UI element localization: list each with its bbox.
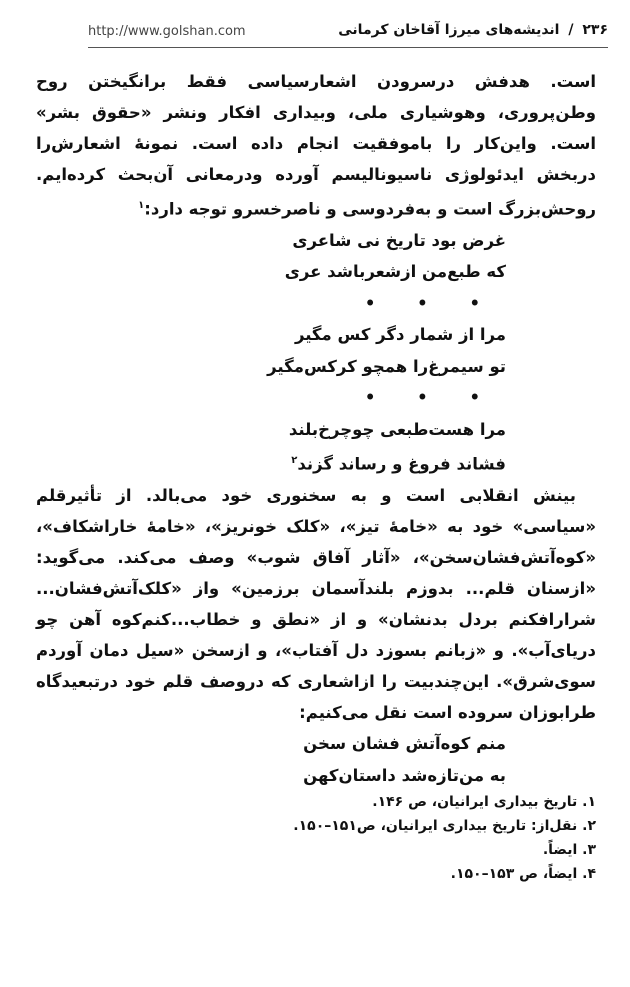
footnote-ref-1: ۱ [138,200,145,211]
verse-separator: • • • [364,293,498,313]
paragraph-2 [36,480,596,728]
verse-line: منم کوه‌آتش فشان سخن [303,734,506,753]
running-header [88,22,608,48]
header-divider [88,47,608,48]
book-title: اندیشه‌های میرزا آقاخان کرمانی [338,22,560,38]
verse-block-2 [36,728,596,791]
verse-line-last [36,445,506,480]
footnote-3: ۳. ایضاً. [542,842,596,858]
footnote-2: ۲. نقل‌از: تاریخ بیداری ایرانیان، ص۱۵۱–۱۵۰. [293,818,596,834]
verse-line-text: فشاند فروغ و رساند گزند [297,454,506,474]
header-title-group [338,22,608,38]
verse-block-1 [36,225,596,481]
verse-line: تو سیمرغ‌را همچو کرکس‌مگیر [267,356,506,376]
verse-line: به من‌تازه‌شد داستان‌کهن [303,765,506,785]
verse-line: که طبع‌من ازشعرباشد عری [284,262,506,281]
verse-line: مرا هست‌طبعی چوچرخ‌بلند [288,419,506,439]
footnote-ref-2: ۲ [291,455,298,466]
verse-line: مرا از شمار دگر کس مگیر [294,325,506,344]
paragraph-2-text: بینش انقلابی است و به سخنوری خود می‌بالد. از تأثیرقلم «سیاسی» خود به «خامهٔ تیز»، «کلک خونریز»، «خامهٔ خاراشکاف»، «کوه‌آتش‌فشان‌سخن»، «آثار آفاق شوب» وصف می‌کند. می‌گوید: «ازسنان قلم... بدوزم بلندآسمان برزمین» واز «کلک‌آتش‌فشان... شرارافکنم بردل بدنشان» و از «نطق و خطاب...کنم‌کوه آهن چو دریای‌آب». و «زبانم بسوزد دل آفتاب»، و ازسخن «سیل دمان آوردم سوی‌شرق». این‌چندبیت را ازاشعاری که دروصف قلم خود درتبعیدگاه طرابوزان سروده است نقل می‌کنیم: [36,486,596,722]
verse-line: غرض بود تاریخ نی شاعری [292,230,506,250]
paragraph-1-text: است. هدفش درسرودن اشعارسیاسی فقط برانگیختن روح وطن‌پروری، وهوشیاری ملی، وبیداری افکار ونشر «حقوق بشر» است. واین‌کار را باموفقیت انجام داده است. نمونهٔ اشعارش‌را دربخش ایدئولوژی ناسیونالیسم آورده ودرمعانی آن‌بحث کرده‌ایم. روحش‌بزرگ است و به‌فردوسی و ناصرخسرو توجه دارد: [36,72,596,219]
page-number: ۲۳۶ [582,22,608,38]
header-separator: / [568,22,574,38]
footnote-1: ۱. تاریخ بیداری ایرانیان، ص ۱۴۶. [372,794,596,810]
footnotes [140,790,596,886]
verse-separator: • • • [364,388,498,407]
paragraph-1 [36,66,596,225]
footnote-4: ۴. ایضاً، ص ۱۵۳–۱۵۰. [450,866,596,882]
main-text [36,66,596,791]
header-url[interactable]: http://www.golshan.com [88,24,246,39]
